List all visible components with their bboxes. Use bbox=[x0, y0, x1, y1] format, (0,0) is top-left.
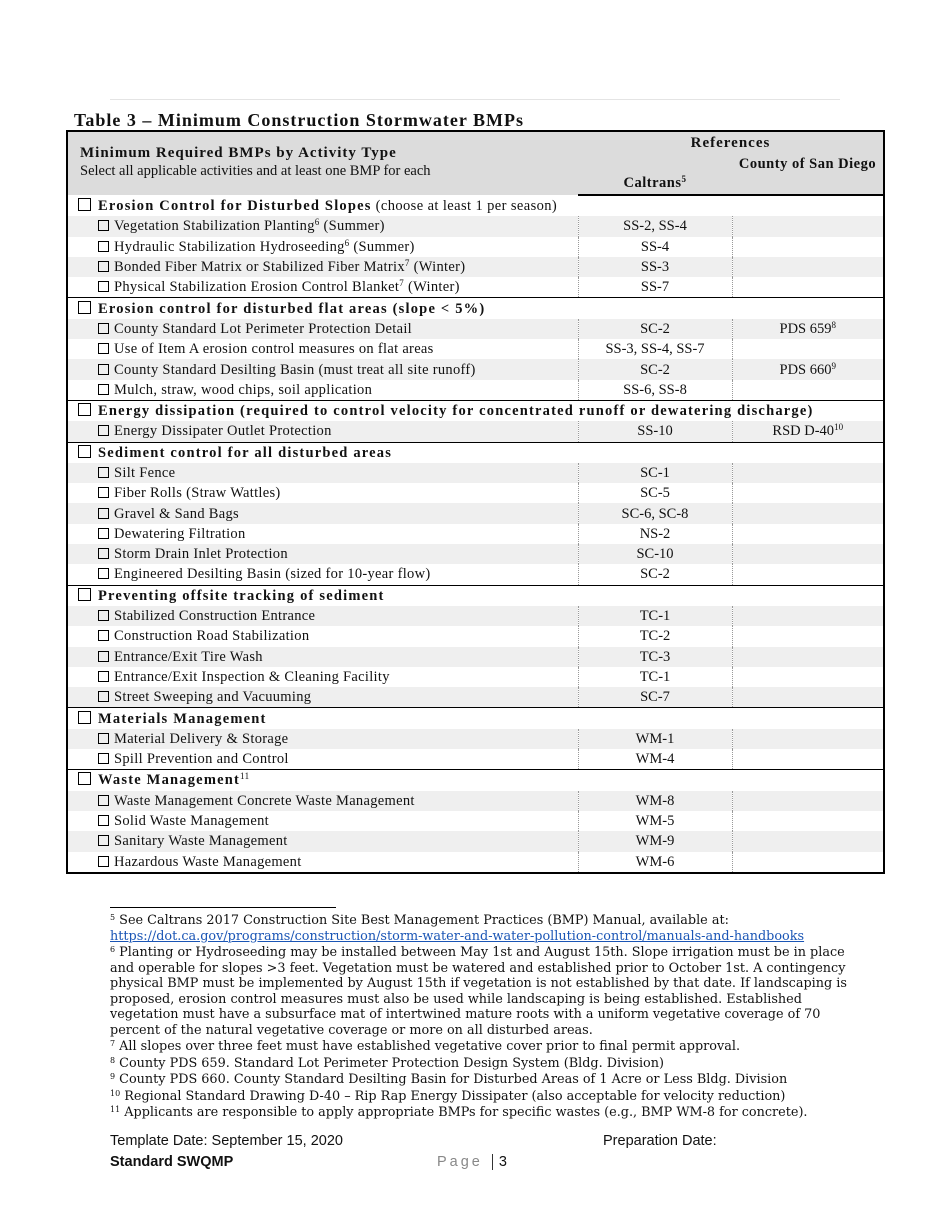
footnote-text: See Caltrans 2017 Construction Site Best Management Practices (BMP) Manual, available at: bbox=[119, 913, 729, 928]
caltrans-ref: TC-1 bbox=[578, 667, 732, 687]
bmp-name bbox=[68, 564, 578, 585]
preparation-date: Preparation Date: bbox=[603, 1133, 717, 1149]
bmp-row bbox=[68, 811, 883, 831]
section-row bbox=[68, 400, 883, 421]
bmp-checkbox[interactable] bbox=[98, 508, 109, 519]
header-county: County of San Diego bbox=[732, 154, 883, 195]
county-ref bbox=[732, 852, 883, 872]
bmp-row bbox=[68, 729, 883, 749]
bmp-name bbox=[68, 729, 578, 749]
caltrans-ref: SC-10 bbox=[578, 544, 732, 564]
bmp-checkbox[interactable] bbox=[98, 691, 109, 702]
bmp-label: Use of Item A erosion control measures on flat areas bbox=[114, 341, 434, 358]
bmp-name bbox=[68, 319, 578, 339]
county-ref bbox=[732, 626, 883, 646]
bmp-label: County Standard Lot Perimeter Protection Detail bbox=[114, 320, 412, 337]
footnote bbox=[110, 1039, 850, 1055]
bmp-name bbox=[68, 667, 578, 687]
footnote-number: 11 bbox=[110, 1105, 121, 1114]
bmp-table bbox=[66, 130, 885, 874]
bmp-row bbox=[68, 339, 883, 359]
bmp-row bbox=[68, 380, 883, 401]
footnote-text: County PDS 659. Standard Lot Perimeter Protection Design System (Bldg. Division) bbox=[119, 1055, 664, 1071]
bmp-name bbox=[68, 339, 578, 359]
bmp-row bbox=[68, 359, 883, 379]
header-caltrans-label: Caltrans bbox=[623, 175, 682, 191]
bmp-name bbox=[68, 687, 578, 708]
bmp-checkbox[interactable] bbox=[98, 835, 109, 846]
section-title: Sediment control for all disturbed areas bbox=[98, 444, 393, 461]
bmp-footnote-ref: 6 bbox=[344, 237, 350, 248]
bmp-checkbox[interactable] bbox=[98, 323, 109, 334]
section-row bbox=[68, 298, 883, 319]
bmp-checkbox[interactable] bbox=[98, 856, 109, 867]
bmp-checkbox[interactable] bbox=[98, 548, 109, 559]
bmp-row bbox=[68, 544, 883, 564]
bmp-label: Storm Drain Inlet Protection bbox=[114, 546, 288, 563]
bmp-row bbox=[68, 257, 883, 277]
bmp-row bbox=[68, 319, 883, 339]
caltrans-ref: NS-2 bbox=[578, 524, 732, 544]
bmp-row bbox=[68, 626, 883, 646]
bmp-row bbox=[68, 503, 883, 523]
bmp-label: Gravel & Sand Bags bbox=[114, 505, 240, 522]
bmp-footnote-ref: 7 bbox=[399, 278, 405, 289]
bmp-name bbox=[68, 237, 578, 257]
caltrans-ref: SS-3 bbox=[578, 257, 732, 277]
bmp-label: Fiber Rolls (Straw Wattles) bbox=[114, 485, 281, 502]
county-ref bbox=[732, 339, 883, 359]
footnote bbox=[110, 1072, 850, 1088]
county-ref bbox=[732, 216, 883, 236]
footnote-text: County PDS 660. County Standard Desilting Basin for Disturbed Areas of 1 Acre or Less Bldg. Division bbox=[119, 1072, 788, 1087]
bmp-season: (Summer) bbox=[319, 218, 385, 235]
bmp-checkbox[interactable] bbox=[98, 487, 109, 498]
bmp-checkbox[interactable] bbox=[98, 425, 109, 436]
caltrans-ref: TC-3 bbox=[578, 647, 732, 667]
bmp-checkbox[interactable] bbox=[98, 651, 109, 662]
caltrans-ref: SC-2 bbox=[578, 319, 732, 339]
bmp-checkbox[interactable] bbox=[98, 815, 109, 826]
bmp-row bbox=[68, 524, 883, 544]
bmp-name bbox=[68, 277, 578, 298]
template-date: Template Date: September 15, 2020 bbox=[110, 1133, 343, 1149]
caltrans-ref: SC-2 bbox=[578, 359, 732, 379]
caltrans-ref: WM-9 bbox=[578, 831, 732, 851]
bmp-label: Hydraulic Stabilization Hydroseeding bbox=[114, 238, 345, 255]
bmp-checkbox[interactable] bbox=[98, 364, 109, 375]
section-title: Materials Management bbox=[98, 710, 267, 727]
bmp-label: Stabilized Construction Entrance bbox=[114, 608, 316, 625]
section-title: Erosion control for disturbed flat areas (slope < 5%) bbox=[98, 300, 486, 317]
bmp-name bbox=[68, 749, 578, 770]
county-ref bbox=[732, 380, 883, 401]
caltrans-ref: SC-6, SC-8 bbox=[578, 503, 732, 523]
footnote bbox=[110, 945, 850, 1038]
bmp-label: Solid Waste Management bbox=[114, 813, 269, 830]
caltrans-ref: WM-5 bbox=[578, 811, 732, 831]
caltrans-ref: SS-6, SS-8 bbox=[578, 380, 732, 401]
bmp-row bbox=[68, 749, 883, 770]
section-checkbox[interactable] bbox=[78, 198, 91, 211]
bmp-label: Energy Dissipater Outlet Protection bbox=[114, 423, 332, 440]
table-header-activity bbox=[68, 132, 578, 195]
section-label bbox=[68, 442, 883, 463]
bmp-checkbox[interactable] bbox=[98, 384, 109, 395]
footnote-text: Planting or Hydroseeding may be installed between May 1st and August 15th. Slope irrigation must be in place and operable for slopes >3 feet. Vegetation must be watered and established prior to October 1st. A contingency physical BMP must be implemented by August 15th if vegetation is not established by that date. If landscaping is proposed, erosion control measures must also be used while landscaping is being established. Established vegetation must have a subsurface mat of intertwined mature roots with a uniform vegetative coverage of 70 percent of the natural vegetative coverage or more on all disturbed areas. bbox=[110, 945, 847, 1038]
bmp-checkbox[interactable] bbox=[98, 568, 109, 579]
page-number bbox=[437, 1154, 507, 1170]
section-checkbox[interactable] bbox=[78, 403, 91, 416]
county-footnote-ref: 10 bbox=[834, 422, 844, 433]
bmp-checkbox[interactable] bbox=[98, 281, 109, 292]
section-checkbox[interactable] bbox=[78, 588, 91, 601]
section-row bbox=[68, 585, 883, 606]
footnotes bbox=[110, 913, 850, 1122]
bmp-season: (Summer) bbox=[349, 238, 415, 255]
bmp-checkbox[interactable] bbox=[98, 753, 109, 764]
bmp-row bbox=[68, 647, 883, 667]
section-label bbox=[68, 585, 883, 606]
header-caltrans-footnote: 5 bbox=[681, 174, 687, 184]
footnote-text: Regional Standard Drawing D-40 – Rip Rap Energy Dissipater (also acceptable for velocity reduction) bbox=[124, 1088, 786, 1104]
section-footnote-ref: 11 bbox=[240, 771, 250, 782]
footnote-text: Applicants are responsible to apply appropriate BMPs for specific wastes (e.g., BMP WM-8 for concrete). bbox=[124, 1105, 808, 1120]
bmp-name bbox=[68, 811, 578, 831]
bmp-label: Entrance/Exit Inspection & Cleaning Facility bbox=[114, 668, 390, 685]
caltrans-manual-link[interactable]: https://dot.ca.gov/programs/construction/storm-water-and-water-pollution-control/manuals-and-handbooks bbox=[110, 928, 805, 944]
bmp-label: Street Sweeping and Vacuuming bbox=[114, 689, 312, 706]
section-row bbox=[68, 442, 883, 463]
bmp-row bbox=[68, 606, 883, 626]
bmp-name bbox=[68, 626, 578, 646]
table-body bbox=[68, 195, 883, 872]
bmp-checkbox[interactable] bbox=[98, 795, 109, 806]
footnote bbox=[110, 1056, 850, 1072]
header-references: References bbox=[578, 132, 883, 154]
county-ref bbox=[732, 503, 883, 523]
section-label bbox=[68, 770, 883, 791]
section-row bbox=[68, 195, 883, 216]
footnote-text: All slopes over three feet must have established vegetative cover prior to final permit approval. bbox=[119, 1039, 741, 1054]
bmp-row bbox=[68, 216, 883, 236]
footnote-number: 9 bbox=[110, 1072, 116, 1081]
footnote bbox=[110, 1089, 850, 1105]
county-ref bbox=[732, 319, 883, 339]
caltrans-ref: SC-1 bbox=[578, 463, 732, 483]
county-footnote-ref: 9 bbox=[831, 360, 836, 371]
section-checkbox[interactable] bbox=[78, 711, 91, 724]
section-title: Waste Management bbox=[98, 772, 241, 789]
bmp-label: Construction Road Stabilization bbox=[114, 628, 310, 645]
bmp-checkbox[interactable] bbox=[98, 220, 109, 231]
bmp-name bbox=[68, 463, 578, 483]
caltrans-ref: WM-8 bbox=[578, 791, 732, 811]
bmp-row bbox=[68, 483, 883, 503]
county-ref bbox=[732, 811, 883, 831]
section-title: Energy dissipation (required to control velocity for concentrated runoff or dewatering discharge) bbox=[98, 403, 814, 420]
section-title: Preventing offsite tracking of sediment bbox=[98, 587, 385, 604]
header-caltrans bbox=[578, 154, 732, 195]
section-checkbox[interactable] bbox=[78, 301, 91, 314]
bmp-checkbox[interactable] bbox=[98, 630, 109, 641]
bmp-label: Waste Management Concrete Waste Management bbox=[114, 792, 415, 809]
section-label bbox=[68, 298, 883, 319]
bmp-name bbox=[68, 483, 578, 503]
bmp-label: Hazardous Waste Management bbox=[114, 853, 302, 870]
bmp-label: Material Delivery & Storage bbox=[114, 730, 289, 747]
bmp-name bbox=[68, 647, 578, 667]
bmp-checkbox[interactable] bbox=[98, 241, 109, 252]
county-ref bbox=[732, 831, 883, 851]
county-ref bbox=[732, 257, 883, 277]
header-subtitle: Select all applicable activities and at least one BMP for each bbox=[80, 163, 431, 179]
footnote-rule bbox=[110, 907, 336, 908]
bmp-label: County Standard Desilting Basin (must treat all site runoff) bbox=[114, 361, 476, 378]
bmp-row bbox=[68, 791, 883, 811]
bmp-row bbox=[68, 564, 883, 585]
footnote-number: 6 bbox=[110, 945, 116, 954]
bmp-name bbox=[68, 216, 578, 236]
bmp-checkbox[interactable] bbox=[98, 610, 109, 621]
caltrans-ref: SS-4 bbox=[578, 237, 732, 257]
bmp-label: Dewatering Filtration bbox=[114, 525, 246, 542]
footnote-number: 10 bbox=[110, 1088, 121, 1098]
county-ref bbox=[732, 524, 883, 544]
county-ref bbox=[732, 463, 883, 483]
county-ref-value: PDS 660 bbox=[779, 361, 832, 378]
county-ref bbox=[732, 667, 883, 687]
county-ref bbox=[732, 791, 883, 811]
bmp-label: Silt Fence bbox=[114, 465, 176, 481]
bmp-row bbox=[68, 237, 883, 257]
bmp-footnote-ref: 7 bbox=[404, 258, 410, 269]
bmp-row bbox=[68, 831, 883, 851]
footnote-number: 8 bbox=[110, 1055, 116, 1065]
bmp-checkbox[interactable] bbox=[98, 467, 109, 478]
caltrans-ref: WM-6 bbox=[578, 852, 732, 872]
footnote bbox=[110, 1105, 850, 1121]
bmp-label: Spill Prevention and Control bbox=[114, 751, 289, 768]
bmp-checkbox[interactable] bbox=[98, 528, 109, 539]
caltrans-ref: SC-2 bbox=[578, 564, 732, 585]
county-ref bbox=[732, 606, 883, 626]
county-ref bbox=[732, 749, 883, 770]
bmp-label: Entrance/Exit Tire Wash bbox=[114, 648, 263, 665]
bmp-name bbox=[68, 791, 578, 811]
section-checkbox[interactable] bbox=[78, 772, 91, 785]
footnote-number: 7 bbox=[110, 1039, 116, 1048]
county-footnote-ref: 8 bbox=[831, 319, 836, 330]
caltrans-ref: WM-1 bbox=[578, 729, 732, 749]
bmp-footnote-ref: 6 bbox=[314, 217, 320, 228]
caltrans-ref: SC-5 bbox=[578, 483, 732, 503]
caltrans-ref: SS-3, SS-4, SS-7 bbox=[578, 339, 732, 359]
table-title: Table 3 – Minimum Construction Stormwater BMPs bbox=[74, 110, 524, 130]
bmp-name bbox=[68, 380, 578, 401]
section-row bbox=[68, 770, 883, 791]
county-ref-value: RSD D-40 bbox=[772, 423, 835, 440]
county-ref bbox=[732, 277, 883, 298]
county-ref bbox=[732, 483, 883, 503]
caltrans-ref: TC-1 bbox=[578, 606, 732, 626]
section-title: Erosion Control for Disturbed Slopes bbox=[98, 198, 372, 215]
bmp-row bbox=[68, 687, 883, 708]
section-label bbox=[68, 195, 883, 216]
bmp-row bbox=[68, 277, 883, 298]
bmp-name bbox=[68, 257, 578, 277]
footnote bbox=[110, 913, 850, 944]
bmp-name bbox=[68, 421, 578, 442]
footnote-number: 5 bbox=[110, 913, 116, 922]
county-ref bbox=[732, 544, 883, 564]
bmp-label: Vegetation Stabilization Planting bbox=[114, 218, 315, 235]
bmp-row bbox=[68, 421, 883, 442]
page-label: Page bbox=[437, 1154, 483, 1170]
bmp-label: Engineered Desilting Basin (sized for 10-year flow) bbox=[114, 566, 431, 583]
bmp-label: Sanitary Waste Management bbox=[114, 833, 288, 850]
bmp-name bbox=[68, 831, 578, 851]
county-ref bbox=[732, 359, 883, 379]
bmp-row bbox=[68, 852, 883, 872]
header-title: Minimum Required BMPs by Activity Type bbox=[80, 145, 397, 161]
bmp-name bbox=[68, 503, 578, 523]
bmp-checkbox[interactable] bbox=[98, 261, 109, 272]
bmp-checkbox[interactable] bbox=[98, 733, 109, 744]
bmp-label: Bonded Fiber Matrix or Stabilized Fiber Matrix bbox=[114, 259, 405, 276]
bmp-name bbox=[68, 852, 578, 872]
county-ref bbox=[732, 647, 883, 667]
county-ref bbox=[732, 564, 883, 585]
county-ref-value: PDS 659 bbox=[779, 320, 832, 337]
caltrans-ref: WM-4 bbox=[578, 749, 732, 770]
county-ref bbox=[732, 421, 883, 442]
bmp-label: Mulch, straw, wood chips, soil application bbox=[114, 381, 373, 398]
caltrans-ref: TC-2 bbox=[578, 626, 732, 646]
bmp-name bbox=[68, 359, 578, 379]
bmp-season: (Winter) bbox=[404, 279, 460, 296]
bmp-row bbox=[68, 667, 883, 687]
page-top-rule bbox=[110, 99, 840, 100]
county-ref bbox=[732, 237, 883, 257]
county-ref bbox=[732, 729, 883, 749]
bmp-season: (Winter) bbox=[409, 259, 466, 276]
caltrans-ref: SC-7 bbox=[578, 687, 732, 708]
caltrans-ref: SS-10 bbox=[578, 421, 732, 442]
caltrans-ref: SS-2, SS-4 bbox=[578, 216, 732, 236]
bmp-name bbox=[68, 606, 578, 626]
county-ref bbox=[732, 687, 883, 708]
page-number-value: 3 bbox=[492, 1154, 507, 1170]
bmp-name bbox=[68, 544, 578, 564]
standard-swqmp: Standard SWQMP bbox=[110, 1154, 234, 1170]
section-label bbox=[68, 708, 883, 729]
section-checkbox[interactable] bbox=[78, 445, 91, 458]
bmp-checkbox[interactable] bbox=[98, 343, 109, 354]
bmp-label: Physical Stabilization Erosion Control Blanket bbox=[114, 279, 400, 296]
caltrans-ref: SS-7 bbox=[578, 277, 732, 298]
bmp-name bbox=[68, 524, 578, 544]
bmp-checkbox[interactable] bbox=[98, 671, 109, 682]
section-label bbox=[68, 400, 883, 421]
section-note: (choose at least 1 per season) bbox=[371, 198, 558, 215]
section-row bbox=[68, 708, 883, 729]
bmp-row bbox=[68, 463, 883, 483]
